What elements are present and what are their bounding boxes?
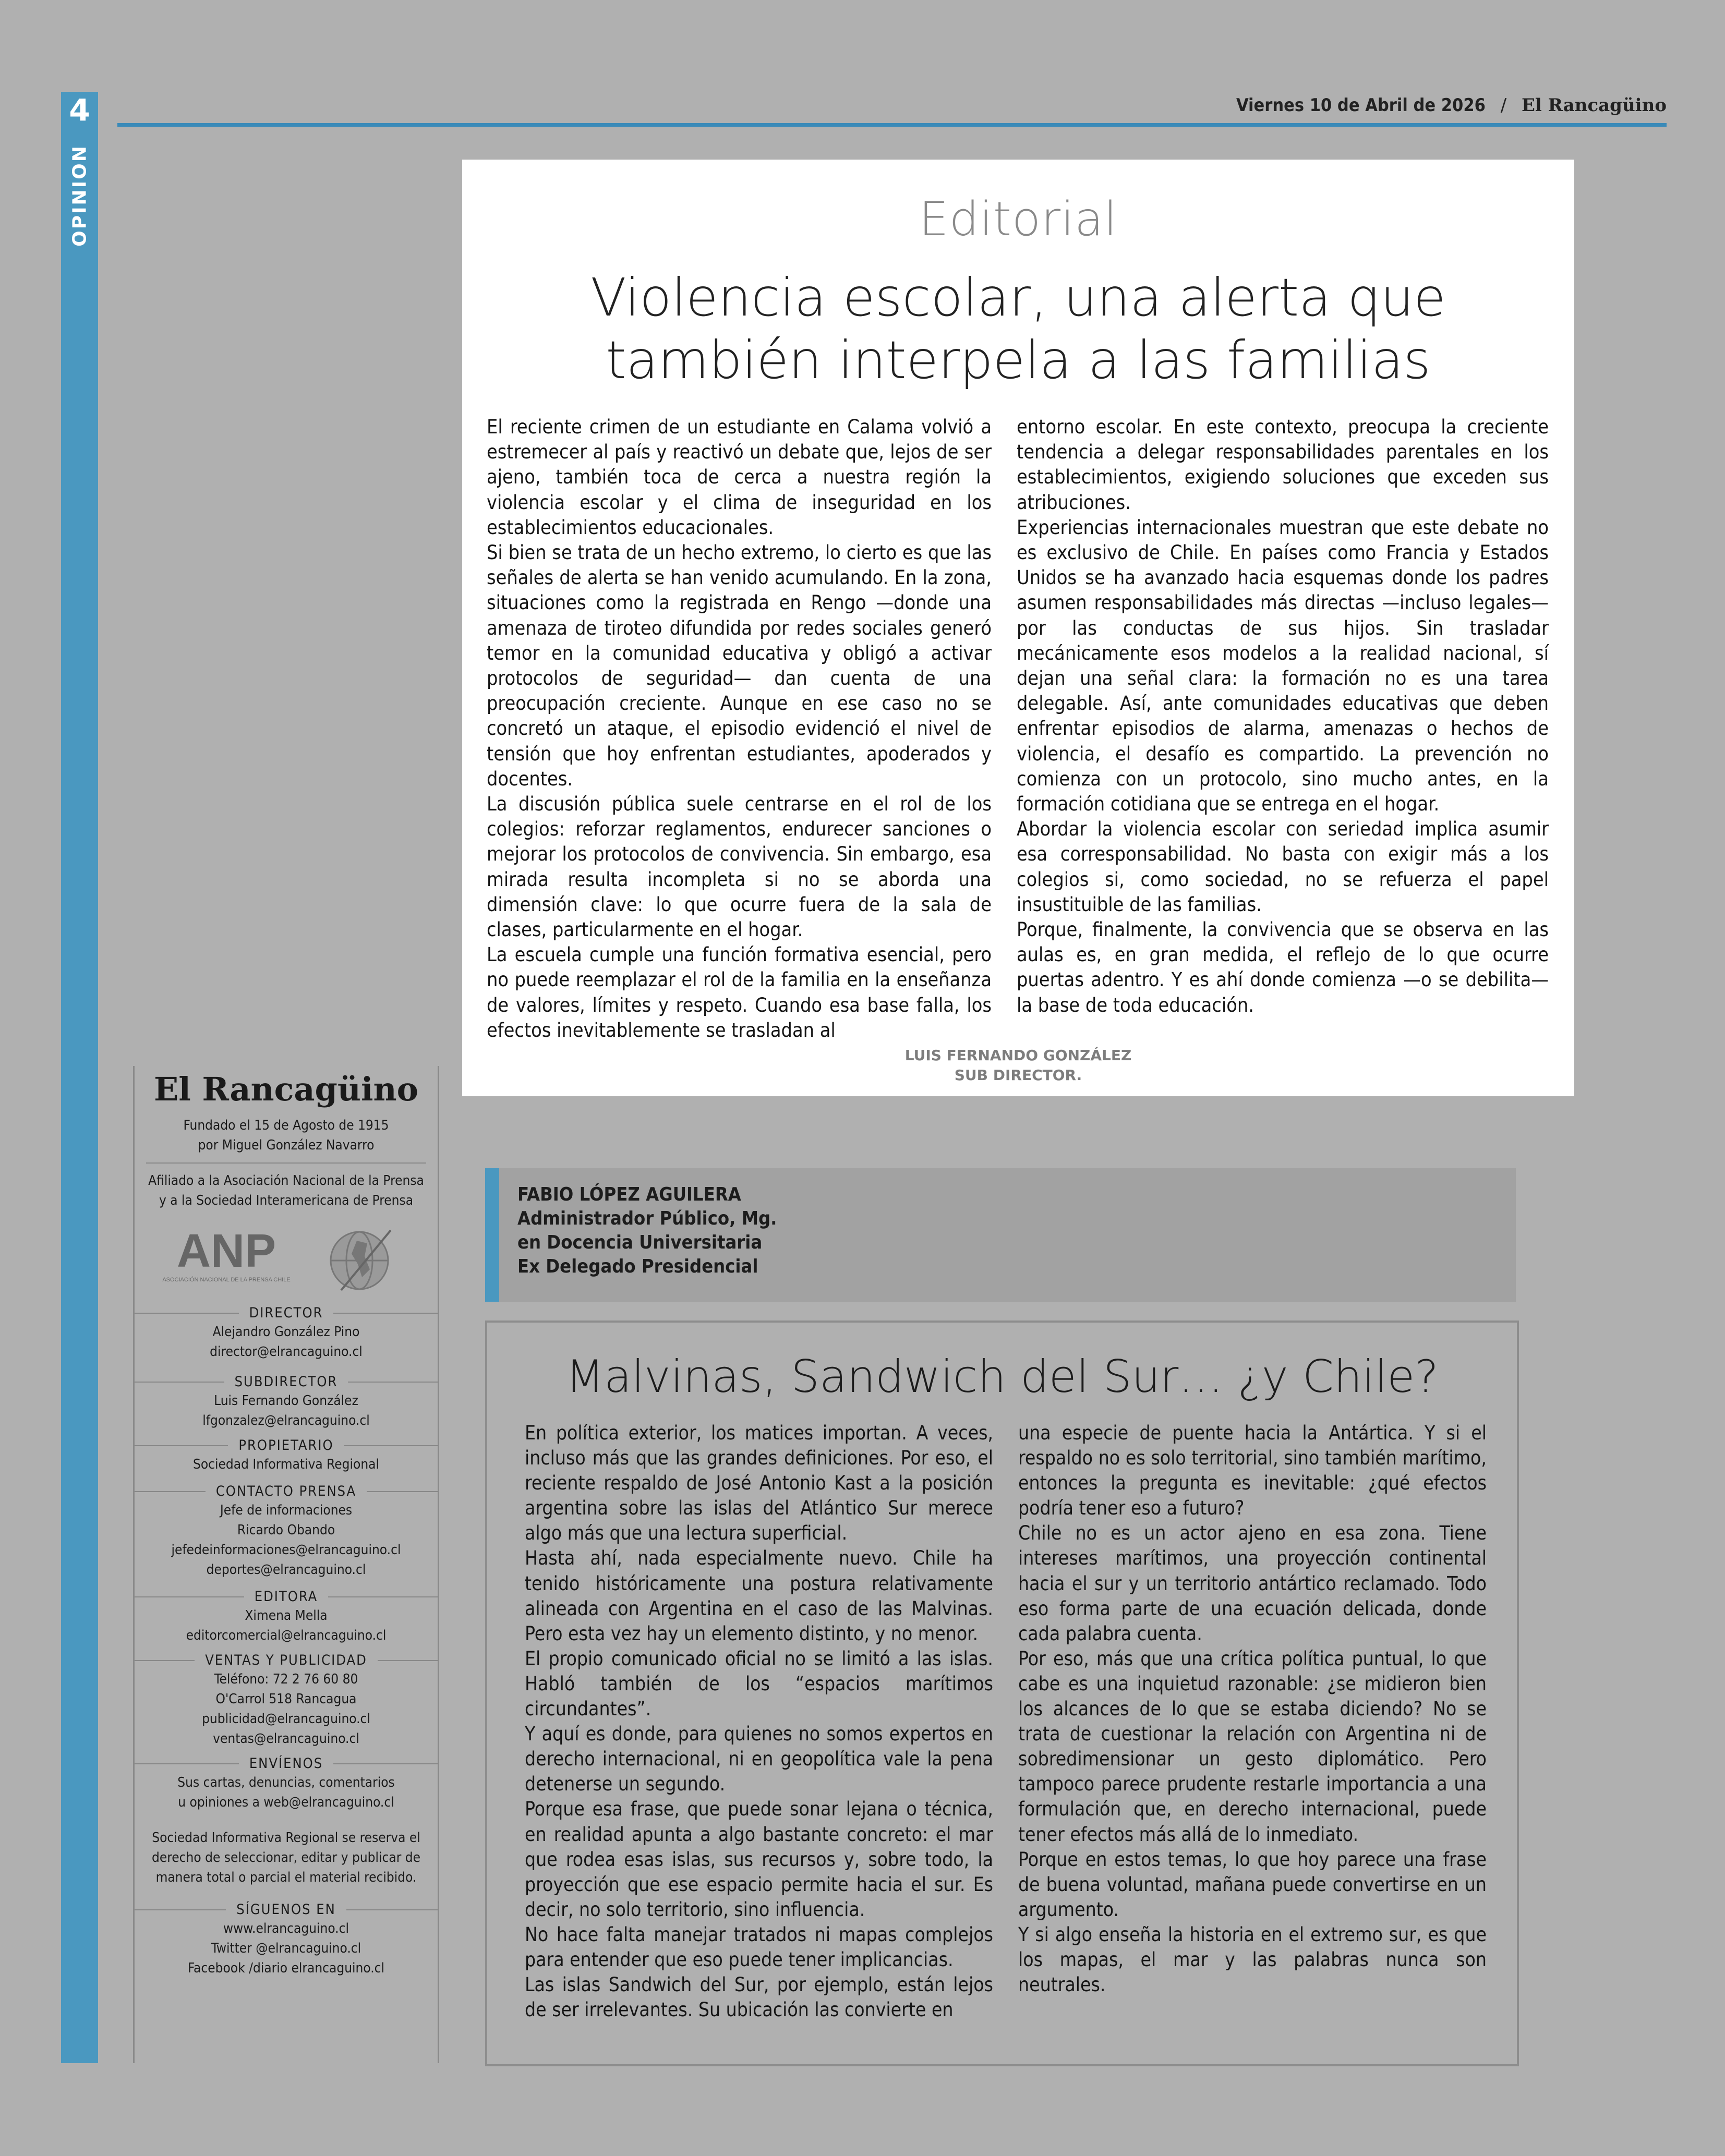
paragraph: El reciente crimen de un estudiante en Calama volvió a estremecer al país y reactivó un debate que, lejos de ser ajeno, también toca de cerca a nuestra región la violencia escolar y el clima de inseguridad en los establecimientos educacionales. [487,415,992,539]
opinion-title: Malvinas, Sandwich del Sur… ¿y Chile? [565,1351,1439,1403]
editorial-column-1 [487,414,992,1043]
press-title: CONTACTO PRENSA [215,1483,357,1499]
send-title: ENVÍENOS [249,1755,323,1772]
sip-globe-logo-icon [320,1220,399,1298]
paragraph: Si bien se trata de un hecho extremo, lo cierto es que las señales de alerta se han venido acumulando. En la zona, situaciones como la registrada en Rengo —donde una amenaza de tiroteo difundida por redes sociales generó temor en la comunidad educativa y obligó a activar protocolos de seguridad— dan cuenta de una preocupación creciente. Aunque en ese caso no se concretó un ataque, el episodio evidenció el nivel de tensión que hoy enfrentan estudiantes, apoderados y docentes. [487,541,992,790]
signature-name: LUIS FERNANDO GONZÁLEZ [904,1047,1132,1064]
paragraph: Y aquí es donde, para quienes no somos expertos en derecho internacional, ni en geopolítica vale la pena detenerse un segundo. [525,1723,993,1796]
masthead-divider-right [438,1066,439,2063]
rights-line3: manera total o parcial el material recibido. [155,1870,417,1885]
paragraph: entorno escolar. En este contexto, preocupa la creciente tendencia a delegar responsabilidades parentales en los establecimientos, exigiendo soluciones que exceden sus atribuciones. [1017,415,1549,514]
press-role: Jefe de informaciones [220,1503,353,1518]
header-rule [117,123,1667,127]
owner-heading-row [135,1437,438,1455]
author-title-line: Ex Delegado Presidencial [517,1256,758,1277]
anp-logo-icon [162,1220,291,1298]
editor-title: EDITORA [254,1589,318,1605]
author-title-line: en Docencia Universitaria [517,1232,763,1253]
paragraph: La escuela cumple una función formativa esencial, pero no puede reemplazar el rol de la familia en la enseñanza de valores, límites y respeto. Cuando esa base falla, los efectos inevitablemente se trasladan al [487,943,992,1041]
director-heading-row [135,1304,438,1322]
editor-heading-row [135,1588,438,1606]
paragraph: El propio comunicado oficial no se limitó a las islas. Habló también de los “espacios marítimos circundantes”. [525,1647,993,1721]
dateline-brand: El Rancagüino [1522,95,1667,116]
author-name: FABIO LÓPEZ AGUILERA [517,1184,741,1205]
affiliation-line2: y a la Sociedad Interamericana de Prensa [159,1193,414,1208]
paragraph: En política exterior, los matices importan. A veces, incluso más que las grandes definiciones. Por eso, el reciente respaldo de José Antonio Kast a la posición argentina sobre las islas del Atlántico Sur merece algo más que una lectura superficial. [525,1422,993,1545]
send-line2: u opiniones a web@elrancaguino.cl [178,1795,394,1810]
sports-email[interactable]: deportes@elrancaguino.cl [206,1562,366,1578]
subdirector-email[interactable]: lfgonzalez@elrancaguino.cl [202,1413,370,1428]
affiliation-logos [135,1220,438,1298]
dateline-separator: / [1500,95,1507,116]
rights-line1: Sociedad Informativa Regional se reserva el [152,1830,420,1846]
editorial-headline [493,267,1543,392]
editor-email[interactable]: editorcomercial@elrancaguino.cl [186,1628,387,1643]
paragraph: Porque en estos temas, lo que hoy parece una frase de buena voluntad, mañana puede convertirse en un argumento. [1018,1848,1487,1921]
issue-date: Viernes 10 de Abril de 2026 [1236,95,1486,116]
editorial-signature [462,1046,1574,1085]
follow-title: SÍGUENOS EN [236,1901,336,1918]
affiliation-line1: Afiliado a la Asociación Nacional de la Prensa [148,1173,424,1189]
press-heading-row [135,1483,438,1500]
sales-address: O'Carrol 518 Rancagua [215,1691,357,1707]
editorial-headline-line2: también interpela a las familias [606,330,1431,391]
paragraph: La discusión pública suele centrarse en el rol de los colegios: reforzar reglamentos, endurecer sanciones o mejorar los protocolos de convivencia. Sin embargo, esa mirada resulta incompleta si no se aborda una dimensión clave: lo que ocurre fuera de la sala de clases, particularmente en el hogar. [487,792,992,941]
founded-line2: por Miguel González Navarro [198,1137,375,1153]
signature-role: SUB DIRECTOR. [954,1067,1082,1084]
press-email[interactable]: jefedeinformaciones@elrancaguino.cl [171,1542,401,1558]
dateline [1236,95,1667,116]
follow-web-link[interactable]: www.elrancaguino.cl [223,1921,349,1936]
editor-name: Ximena Mella [245,1608,328,1624]
founded-line1: Fundado el 15 de Agosto de 1915 [183,1118,389,1133]
section-label [63,144,96,247]
section-rail [61,92,98,2063]
follow-facebook-link[interactable]: Facebook /diario elrancaguino.cl [187,1960,385,1976]
rights-line2: derecho de seleccionar, editar y publicar de [152,1850,420,1866]
send-heading-row [135,1755,438,1773]
director-email[interactable]: director@elrancaguino.cl [210,1344,363,1360]
section-label-text: OPINION [69,144,90,247]
opinion-column-1 [525,1421,993,2022]
masthead [135,1069,438,1978]
page-number: 4 [69,92,90,128]
subdirector-title: SUBDIRECTOR [234,1374,338,1390]
paragraph: una especie de puente hacia la Antártica. Y si el respaldo no es solo territorial, sino también marítimo, entonces la pregunta es inevitable: ¿qué efectos podría tener eso a futuro? [1018,1422,1487,1520]
editorial-box [462,160,1574,1096]
press-name: Ricardo Obando [237,1522,335,1538]
sales-phone: Teléfono: 72 2 76 60 80 [214,1671,358,1687]
paragraph: Y si algo enseña la historia en el extremo sur, es que los mapas, el mar y las palabras nunca son neutrales. [1018,1923,1487,1996]
masthead-title: El Rancagüino [154,1070,418,1108]
paragraph: No hace falta manejar tratados ni mapas complejos para entender que eso puede tener implicancias. [525,1923,993,1971]
advertising-email[interactable]: publicidad@elrancaguino.cl [202,1711,370,1727]
paragraph: Porque esa frase, que puede sonar lejana o técnica, en realidad apunta a algo bastante concreto: el mar que rodea esas islas, sus recursos y, sobre todo, la proyección que ese espacio permite hacia el sur. Es decir, no solo territorio, sino influencia. [525,1798,993,1921]
subdirector-name: Luis Fernando González [214,1393,358,1409]
sales-heading-row [135,1652,438,1669]
sales-email[interactable]: ventas@elrancaguino.cl [213,1731,359,1747]
paragraph: Hasta ahí, nada especialmente nuevo. Chile ha tenido históricamente una postura relativamente alineada con Argentina en el caso de las Malvinas. Pero esta vez hay un elemento distinto, y no menor. [525,1547,993,1645]
opinion-column-2 [1018,1421,1487,1997]
owner-name: Sociedad Informativa Regional [193,1457,379,1472]
sales-title: VENTAS Y PUBLICIDAD [205,1652,367,1668]
divider [146,1162,426,1164]
anp-logo-subtext: ASOCIACIÓN NACIONAL DE LA PRENSA CHILE [162,1277,291,1283]
opinion-column-box [485,1321,1519,2066]
paragraph: Chile no es un actor ajeno en esa zona. Tiene intereses marítimos, una proyección continental hacia el sur y un territorio antártico reclamado. Todo eso forma parte de una ecuación delicada, donde cada palabra cuenta. [1018,1522,1487,1645]
editorial-kicker: Editorial [919,192,1118,247]
paragraph: Porque, finalmente, la convivencia que se observa en las aulas es, en gran medida, el reflejo de lo que ocurre puertas adentro. Y es ahí donde comienza —o se debilita— la base de toda educación. [1017,918,1549,1016]
paragraph: Abordar la violencia escolar con seriedad implica asumir esa corresponsabilidad. No basta con exigir más a los colegios si, como sociedad, no se refuerza el papel insustituible de las familias. [1017,817,1549,916]
paragraph: Experiencias internacionales muestran que este debate no es exclusivo de Chile. En países como Francia y Estados Unidos se ha avanzado hacia esquemas donde los padres asumen responsabilidades más directas —incluso legales— por las conductas de sus hijos. Sin trasladar mecánicamente esos modelos a la realidad nacional, sí dejan una señal clara: la formación no es una tarea delegable. Así, ante comunidades educativas que deben enfrentar episodios de alarma, amenazas o hechos de violencia, el desafío es compartido. La prevención no comienza con un protocolo, sino mucho antes, en la formación cotidiana que se entrega en el hogar. [1017,515,1549,816]
author-accent-stripe [485,1168,499,1302]
follow-twitter-link[interactable]: Twitter @elrancaguino.cl [211,1941,361,1956]
send-line1: Sus cartas, denuncias, comentarios [177,1775,395,1790]
paragraph: Las islas Sandwich del Sur, por ejemplo, están lejos de ser irrelevantes. Su ubicación las convierte en [525,1973,993,2021]
subdirector-heading-row [135,1373,438,1391]
author-title-line: Administrador Público, Mg. [517,1208,777,1229]
paragraph: Por eso, más que una crítica política puntual, lo que cabe es una inquietud razonable: ¿se midieron bien los alcances de lo que se estaba diciendo? No se trata de cuestionar la relación con Argentina ni de sobredimensionar un gesto diplomático. Pero tampoco parece prudente restarle importancia a una formulación que, en derecho internacional, puede tener efectos más allá de lo inmediato. [1018,1647,1487,1846]
anp-logo-text: ANP [176,1225,276,1277]
director-name: Alejandro González Pino [212,1324,360,1340]
author-info [517,1183,777,1279]
editorial-column-2 [1017,414,1549,1018]
follow-heading-row [135,1901,438,1919]
owner-title: PROPIETARIO [238,1437,334,1454]
director-title: DIRECTOR [249,1305,323,1321]
editorial-headline-line1: Violencia escolar, una alerta que [590,267,1446,328]
